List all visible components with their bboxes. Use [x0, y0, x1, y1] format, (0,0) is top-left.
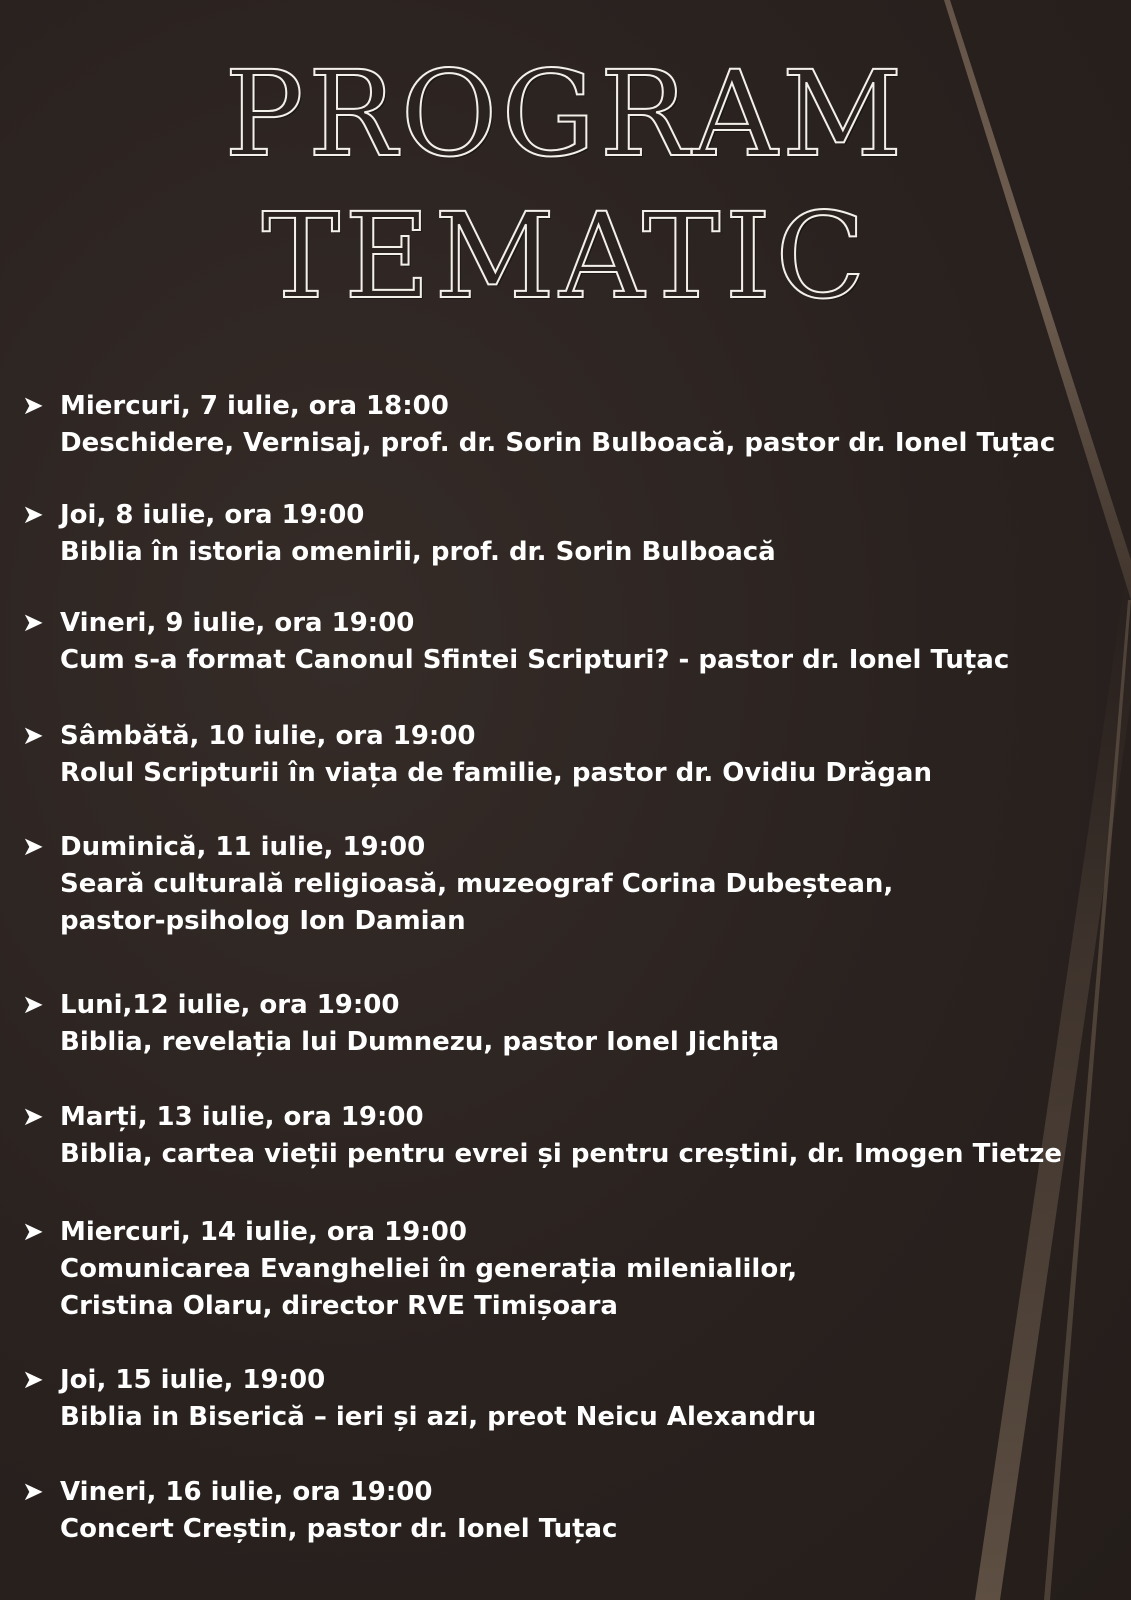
- event-datetime: Vineri, 16 iulie, ora 19:00: [60, 1477, 433, 1507]
- event-item: [22, 987, 1128, 1061]
- event-datetime: Joi, 15 iulie, 19:00: [60, 1365, 326, 1395]
- event-datetime: Miercuri, 7 iulie, ora 18:00: [60, 391, 449, 421]
- arrowhead-bullet-icon: ➤: [22, 608, 44, 638]
- arrowhead-bullet-icon: ➤: [22, 721, 44, 751]
- arrowhead-bullet-icon: ➤: [22, 1365, 44, 1395]
- event-datetime: Sâmbătă, 10 iulie, ora 19:00: [60, 721, 476, 751]
- event-datetime: Marți, 13 iulie, ora 19:00: [60, 1102, 424, 1132]
- arrowhead-bullet-icon: ➤: [22, 1102, 44, 1132]
- event-item: [22, 1474, 1128, 1548]
- arrowhead-bullet-icon: ➤: [22, 391, 44, 421]
- event-item: [22, 497, 1128, 571]
- title-line-1: PROGRAM: [224, 45, 907, 183]
- event-datetime: Miercuri, 14 iulie, ora 19:00: [60, 1217, 467, 1247]
- event-description: Seară culturală religioasă, muzeograf Corina Dubeștean,: [60, 869, 894, 899]
- event-item: [22, 718, 1128, 792]
- arrowhead-bullet-icon: ➤: [22, 1477, 44, 1507]
- event-description: Concert Creștin, pastor dr. Ionel Tuțac: [60, 1514, 618, 1544]
- event-datetime: Joi, 8 iulie, ora 19:00: [60, 500, 365, 530]
- event-item: [22, 1214, 1128, 1325]
- event-description: Comunicarea Evangheliei în generația milenialilor,: [60, 1254, 798, 1284]
- arrowhead-bullet-icon: ➤: [22, 832, 44, 862]
- event-datetime: Vineri, 9 iulie, ora 19:00: [60, 608, 415, 638]
- event-description: Rolul Scripturii în viața de familie, pastor dr. Ovidiu Drăgan: [60, 758, 932, 788]
- event-datetime: Luni,12 iulie, ora 19:00: [60, 990, 400, 1020]
- event-description: Cristina Olaru, director RVE Timișoara: [60, 1291, 618, 1321]
- event-datetime: Duminică, 11 iulie, 19:00: [60, 832, 426, 862]
- event-description: pastor-psiholog Ion Damian: [60, 906, 466, 936]
- event-item: [22, 1099, 1128, 1173]
- arrowhead-bullet-icon: ➤: [22, 1217, 44, 1247]
- event-description: Biblia, revelația lui Dumnezu, pastor Ionel Jichița: [60, 1027, 780, 1057]
- event-description: Biblia in Biserică – ieri și azi, preot Neicu Alexandru: [60, 1402, 817, 1432]
- event-description: Biblia, cartea vieții pentru evrei și pentru creștini, dr. Imogen Tietze: [60, 1139, 1063, 1169]
- event-description: Deschidere, Vernisaj, prof. dr. Sorin Bulboacă, pastor dr. Ionel Tuțac: [60, 428, 1056, 458]
- event-description: Cum s-a format Canonul Sfintei Scripturi? - pastor dr. Ionel Tuțac: [60, 645, 1010, 675]
- event-item: [22, 1362, 1128, 1436]
- arrowhead-bullet-icon: ➤: [22, 990, 44, 1020]
- event-description: Biblia în istoria omenirii, prof. dr. Sorin Bulboacă: [60, 537, 776, 567]
- event-item: [22, 605, 1128, 679]
- event-item: [22, 388, 1128, 462]
- arrowhead-bullet-icon: ➤: [22, 500, 44, 530]
- title-line-2: TEMATIC: [261, 187, 870, 325]
- event-item: [22, 829, 1128, 940]
